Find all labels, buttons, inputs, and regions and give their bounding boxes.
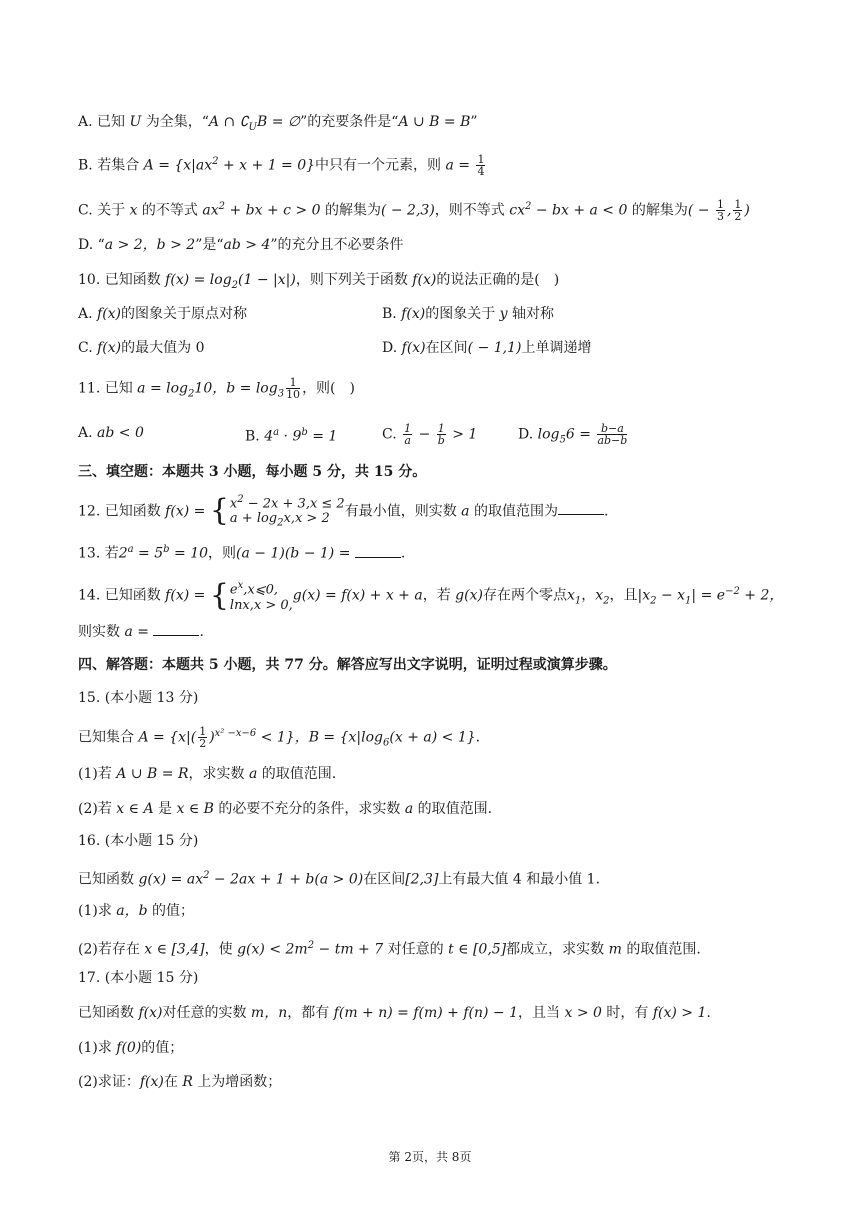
q11-option-c (382, 423, 477, 446)
math-sup: a (127, 544, 134, 555)
q17-part1 (78, 1038, 183, 1058)
text: 的取值范围. (413, 801, 493, 817)
math: ( − 2,3) (380, 202, 435, 219)
q10-option-c (78, 338, 205, 358)
math: f(x) (97, 340, 122, 356)
piecewise (210, 492, 345, 531)
math: − 2ax + 1 + b(a > 0) (209, 871, 364, 888)
piecewise (210, 578, 293, 612)
math: |x (637, 587, 651, 604)
math: (a − 1)(b − 1) = (236, 545, 355, 562)
fraction (198, 726, 207, 749)
text: . (603, 503, 609, 520)
text: (2)求证： (78, 1074, 140, 1090)
q9-option-a (78, 112, 478, 138)
section4-title: 四、解答题：本题共 5 小题，共 77 分。解答应写出文字说明，证明过程或演算步骤。 (78, 657, 617, 673)
text: 的说法正确的是( ) (436, 272, 560, 288)
math: − tm + 7 (314, 941, 384, 958)
math: A ∪ B = R (116, 766, 189, 782)
math: x ∈ B (176, 801, 214, 817)
text: B. 若集合 (78, 157, 144, 174)
math-sub: 2 (188, 388, 195, 400)
math-sub: 2 (603, 595, 610, 607)
math: g(x) (455, 587, 483, 604)
math: g(x) = f(x) + x + a (292, 587, 423, 604)
fraction (716, 199, 725, 222)
math: − x (656, 587, 686, 604)
math: f(x) = log (165, 272, 232, 288)
q12 (78, 492, 608, 531)
math: = 1 (307, 428, 338, 445)
math-sub: 1 (685, 595, 692, 607)
q9-option-b (78, 152, 487, 177)
case-text: lnx,x > 0, (229, 597, 293, 613)
q11-stem (78, 377, 355, 404)
text: ，则下列关于函数 (295, 272, 413, 288)
fraction (437, 423, 446, 446)
text: 的取值范围为 (469, 503, 558, 520)
numerator: 1 (477, 153, 485, 167)
text: 时，有 (601, 1005, 653, 1021)
text: C. 关于 (78, 202, 130, 219)
text: . (706, 1005, 711, 1021)
math-sub: 2 (231, 279, 239, 291)
text: 的值； (141, 1040, 184, 1056)
math-sup: a (273, 427, 280, 438)
q10-option-b (382, 304, 554, 324)
text: 的不等式 (137, 202, 203, 219)
math: A ∪ B = B (398, 114, 471, 130)
math: f(x) = (165, 503, 210, 520)
text: 的最大值为 0 (121, 340, 205, 356)
math: = 10 (169, 545, 209, 562)
denominator: a (404, 434, 411, 447)
math: log (537, 426, 560, 443)
math: A ∩ ∁ (208, 114, 249, 130)
math: 10，b = log (194, 380, 278, 397)
text: A. (78, 425, 98, 441)
math: ax (202, 202, 219, 219)
text: 中只有一个元素，则 (315, 157, 446, 174)
math-sub: 2 (650, 595, 657, 607)
math: + x + 1 = 0} (218, 157, 316, 174)
q9-option-c (78, 197, 750, 222)
math: a，b (116, 903, 148, 919)
math: a > 2，b > 2 (104, 237, 196, 253)
math: − (414, 426, 435, 443)
math-sub: 3 (277, 388, 285, 400)
denominator: ab−b (597, 434, 628, 447)
q13 (78, 540, 405, 564)
math: 6 = (565, 426, 596, 443)
math: (x + a) < 1} (389, 729, 476, 746)
math: = 5 (133, 545, 164, 562)
math: a = (124, 624, 154, 640)
math: ) (209, 729, 215, 746)
fraction (286, 377, 300, 400)
q17-stem (78, 1003, 711, 1023)
case-text: x,x > 2 (283, 511, 330, 527)
q14-line2 (78, 622, 204, 642)
text: 10. 已知函数 (78, 272, 166, 288)
text: 上单调递增 (521, 340, 592, 356)
text: D. (518, 426, 538, 443)
math: a = log (137, 380, 189, 397)
case-text: − 2x + 3,x ≤ 2 (243, 496, 345, 512)
q16-stem (78, 866, 600, 890)
text: ” (470, 114, 478, 130)
math: m，n (250, 1005, 288, 1021)
math-sub: 6 (383, 737, 390, 749)
text: 的图象关于 (425, 306, 500, 322)
math: a = (445, 157, 475, 174)
fraction (733, 199, 742, 222)
math: t ∈ [0,5] (448, 941, 507, 958)
math: f(m + n) = f(m) + f(n) − 1 (333, 1005, 519, 1021)
math: + bx + c > 0 (225, 202, 321, 219)
math: > 1 (447, 426, 478, 443)
math: a (404, 801, 414, 817)
text: (1)若 (78, 766, 117, 782)
q15-stem (78, 724, 480, 753)
text: 轴对称 (507, 306, 555, 322)
text: 的值； (147, 903, 195, 919)
math-sup: 2 (212, 156, 219, 167)
denominator: 2 (199, 737, 207, 751)
denominator: 10 (286, 388, 301, 401)
math: g(x) < 2m (237, 941, 308, 958)
q11-option-a (78, 423, 144, 443)
answer-blank (153, 623, 199, 636)
math: A = {x|ax (143, 157, 213, 174)
text: 在 (163, 1074, 183, 1090)
text: 的图象关于原点对称 (121, 306, 248, 322)
math: < 1}，B = {x|log (256, 729, 384, 746)
text: 的解集为 (627, 202, 688, 219)
q15-part2 (78, 799, 492, 819)
math: y (499, 306, 508, 322)
numerator: 1 (734, 198, 742, 212)
page-footer: 第 2页，共 8页 (388, 1150, 472, 1164)
text: 的取值范围. (257, 766, 337, 782)
math-sup: 2 (218, 201, 226, 212)
math: ( − 1,1) (467, 340, 522, 356)
math: ab > 4 (223, 237, 271, 253)
q11-option-b (245, 423, 337, 447)
text: ，都有 (287, 1005, 334, 1021)
q15-part1 (78, 764, 336, 784)
text: 已知函数 (78, 1005, 139, 1021)
math-sup: −2 (725, 586, 740, 597)
math: f(x) (97, 306, 122, 322)
text: 对任意的 (383, 941, 449, 958)
text: C. (382, 426, 402, 443)
text: 都成立，求实数 (506, 941, 609, 958)
fraction (403, 423, 412, 446)
text: 对任意的实数 (162, 1005, 251, 1021)
math: x ∈ [3,4] (144, 941, 205, 958)
math: a (248, 766, 258, 782)
q16-part2 (78, 936, 701, 960)
math-sub: 1 (574, 595, 582, 607)
math: (1 − |x|) (238, 272, 296, 288)
math: x > 0 (564, 1005, 602, 1021)
math: f(x) (412, 272, 437, 288)
fraction (597, 423, 627, 446)
math: f(x) (138, 1005, 163, 1021)
numerator: b−a (597, 423, 627, 435)
math: f(0) (116, 1040, 142, 1056)
brace: { (209, 577, 229, 613)
q10-option-d (382, 338, 591, 358)
math-sup: 2 (525, 201, 532, 212)
section3-title: 三、填空题：本题共 3 小题，每小题 5 分，共 15 分。 (78, 464, 427, 480)
text: 则实数 (78, 624, 125, 640)
q16-part1 (78, 901, 194, 921)
denominator: 4 (477, 165, 485, 179)
text: 在区间 (425, 340, 468, 356)
text: (2)若 (78, 801, 117, 817)
denominator: 2 (734, 210, 742, 224)
math: B = ∅ (256, 114, 301, 130)
math-sup: x² −x−6 (214, 728, 257, 739)
numerator: 1 (437, 422, 445, 435)
denominator: 3 (716, 210, 724, 224)
math: m (608, 941, 622, 958)
fraction (476, 154, 485, 177)
math: f(x) (139, 1074, 164, 1090)
math: ab < 0 (97, 425, 144, 441)
text: 已知函数 (78, 871, 139, 888)
text: 14. 已知函数 (78, 587, 166, 604)
text: 13. 若 (78, 545, 119, 562)
text: ”的充要条件是“ (300, 114, 399, 130)
text: D. “ (78, 237, 105, 253)
math: 4 (264, 428, 274, 445)
text: 有最小值，则实数 (344, 503, 462, 520)
text: ”是“ (195, 237, 224, 253)
q16-head: 16. (本小题 15 分) (78, 833, 199, 849)
q10-stem (78, 270, 559, 296)
text: (1)求 (78, 1040, 117, 1056)
text: 已知集合 (78, 729, 139, 746)
math: , (726, 202, 732, 219)
case-text: ,x⩽0, (243, 582, 279, 598)
q17-part2 (78, 1072, 281, 1092)
q14-line1 (78, 574, 783, 619)
denominator: b (437, 434, 445, 447)
text: C. (78, 340, 98, 356)
text: A. 已知 (78, 114, 130, 130)
text: 在区间 (363, 871, 406, 888)
text: . (199, 624, 204, 640)
math: ( − (687, 202, 714, 219)
math: R (182, 1074, 193, 1090)
text: (2)若存在 (78, 941, 145, 958)
text: 为全集，“ (141, 114, 209, 130)
brace: { (209, 493, 229, 529)
math-sub: U (248, 121, 257, 133)
math: x ∈ A (116, 801, 154, 817)
answer-blank (355, 545, 401, 558)
math-sup: 2 (307, 940, 315, 951)
text: 的解集为 (320, 202, 381, 219)
math: ) (744, 202, 750, 219)
math: · 9 (279, 428, 302, 445)
text: . (400, 545, 406, 562)
q15-head: 15. (本小题 13 分) (78, 690, 199, 706)
math: − bx + a < 0 (531, 202, 628, 219)
text: 的必要不充分的条件，求实数 (213, 801, 405, 817)
q9-option-d (78, 235, 404, 255)
text: 的取值范围. (621, 941, 701, 958)
math: + 2， (739, 587, 784, 604)
text: B. (382, 306, 402, 322)
case-text: e (229, 582, 238, 598)
text: ，则 (208, 545, 237, 562)
text: ，求实数 (188, 766, 249, 782)
text: . (475, 729, 481, 746)
math: x (566, 587, 575, 604)
math: U (129, 114, 142, 130)
q17-head: 17. (本小题 15 分) (78, 970, 199, 986)
text: 是 (153, 801, 177, 817)
math-sup: 2 (203, 870, 210, 881)
cases (230, 578, 293, 612)
text: 存在两个零点 (482, 587, 567, 604)
text: ，则( ) (302, 380, 355, 397)
math: g(x) = ax (138, 871, 204, 888)
text: ，使 (204, 941, 238, 958)
text: 上为增函数； (192, 1074, 282, 1090)
math: f(x) (401, 340, 426, 356)
text: B. (245, 428, 265, 445)
text: ，若 (422, 587, 456, 604)
q11-option-d (518, 423, 629, 450)
math-sup: b (301, 427, 308, 438)
text: ，且当 (518, 1005, 565, 1021)
text: 上有最大值 4 和最小值 1. (438, 871, 601, 888)
text: (1)求 (78, 903, 117, 919)
case-sup: x (237, 580, 244, 592)
cases (230, 492, 345, 531)
math: A = {x|( (138, 729, 197, 746)
q10-option-a (78, 304, 247, 324)
math: | = e (691, 587, 726, 604)
text: ，则不等式 (434, 202, 510, 219)
numerator: 1 (286, 377, 300, 389)
case-text: a + log (229, 511, 278, 527)
numerator: 1 (716, 198, 724, 212)
math: a (461, 503, 470, 520)
numerator: 1 (404, 422, 412, 435)
text: D. (382, 340, 402, 356)
math: x (129, 202, 138, 219)
text: ，且 (609, 587, 638, 604)
math: [2,3] (405, 871, 439, 888)
text: 12. 已知函数 (78, 503, 166, 520)
math: f(x) (401, 306, 426, 322)
math-sup: b (163, 544, 170, 555)
case-sub: 2 (277, 517, 284, 529)
math-sub: 5 (559, 434, 566, 446)
math: f(x) > 1 (652, 1005, 707, 1021)
answer-blank (558, 502, 604, 515)
text: A. (78, 306, 98, 322)
math: cx (509, 202, 525, 219)
numerator: 1 (199, 725, 207, 739)
case-text: x (229, 496, 238, 512)
text: ， (581, 587, 596, 604)
math: f(x) = (165, 587, 210, 604)
math: 2 (118, 545, 128, 562)
text: ”的充分且不必要条件 (270, 237, 404, 253)
case-sup: 2 (237, 494, 244, 505)
text: 11. 已知 (78, 380, 138, 397)
math: x (595, 587, 604, 604)
